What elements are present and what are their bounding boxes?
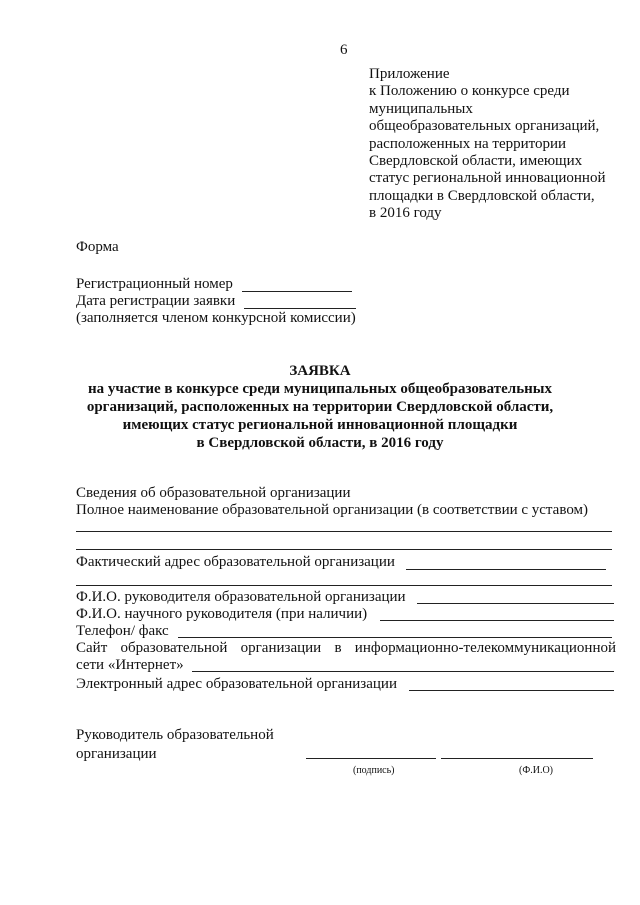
registration-note: (заполняется членом конкурсной комиссии) (76, 310, 356, 326)
head-name-label: Ф.И.О. руководителя образовательной организации (76, 589, 406, 605)
appendix-line: в 2016 году (369, 205, 442, 222)
title-line: организаций, расположенных на территории Свердловской области, (86, 399, 554, 415)
address-label: Фактический адрес образовательной организации (76, 554, 395, 570)
name-caption: (Ф.И.О) (519, 765, 554, 776)
phone-label: Телефон/ факс (76, 623, 169, 639)
title-line: имеющих статус региональной инновационной площадки (122, 417, 518, 433)
title-heading: ЗАЯВКА (289, 363, 351, 379)
appendix-block (369, 66, 605, 223)
address-field[interactable] (406, 569, 606, 570)
registration-number-label: Регистрационный номер (76, 276, 233, 292)
appendix-line: Приложение (369, 66, 450, 82)
full-name-field-line[interactable] (76, 549, 612, 550)
appendix-line: Свердловской области, имеющих (369, 153, 583, 170)
signature-name-field[interactable] (441, 758, 593, 759)
scientific-head-field[interactable] (380, 620, 614, 621)
form-label: Форма (76, 239, 119, 255)
registration-number-field[interactable] (242, 291, 352, 292)
full-name-label: Полное наименование образовательной организации (в соответствии с уставом) (76, 502, 589, 518)
website-field[interactable] (192, 671, 614, 672)
email-field[interactable] (409, 690, 614, 691)
appendix-line: площадки в Свердловской области, (369, 187, 595, 204)
signature-label-line2: организации (76, 746, 157, 762)
title-line: на участие в конкурсе среди муниципальных общеобразовательных (87, 381, 552, 397)
website-label-line1: Сайт образовательной организации в информационно-телекоммуникационной (76, 640, 616, 656)
website-label-line2: сети «Интернет» (76, 657, 184, 673)
appendix-line: расположенных на территории (369, 135, 567, 152)
page-number: 6 (340, 42, 348, 58)
title-line: в Свердловской области, в 2016 году (196, 435, 444, 451)
appendix-line: муниципальных (369, 100, 473, 117)
application-title (40, 362, 600, 452)
appendix-line: к Положению о конкурсе среди (369, 83, 570, 100)
signature-caption: (подпись) (353, 765, 395, 776)
scientific-head-label: Ф.И.О. научного руководителя (при наличии) (76, 606, 368, 622)
appendix-line: статус региональной инновационной (369, 170, 606, 187)
registration-date-label: Дата регистрации заявки (76, 293, 236, 309)
section-title: Сведения об образовательной организации (76, 485, 351, 501)
signature-label-line1: Руководитель образовательной (76, 727, 274, 743)
signature-field[interactable] (306, 758, 436, 759)
address-field-line[interactable] (76, 585, 612, 586)
head-name-field[interactable] (417, 603, 614, 604)
appendix-line: общеобразовательных организаций, (369, 118, 600, 135)
email-label: Электронный адрес образовательной организации (76, 676, 397, 692)
registration-date-field[interactable] (244, 308, 356, 309)
full-name-field-line[interactable] (76, 531, 612, 532)
phone-field[interactable] (178, 637, 612, 638)
